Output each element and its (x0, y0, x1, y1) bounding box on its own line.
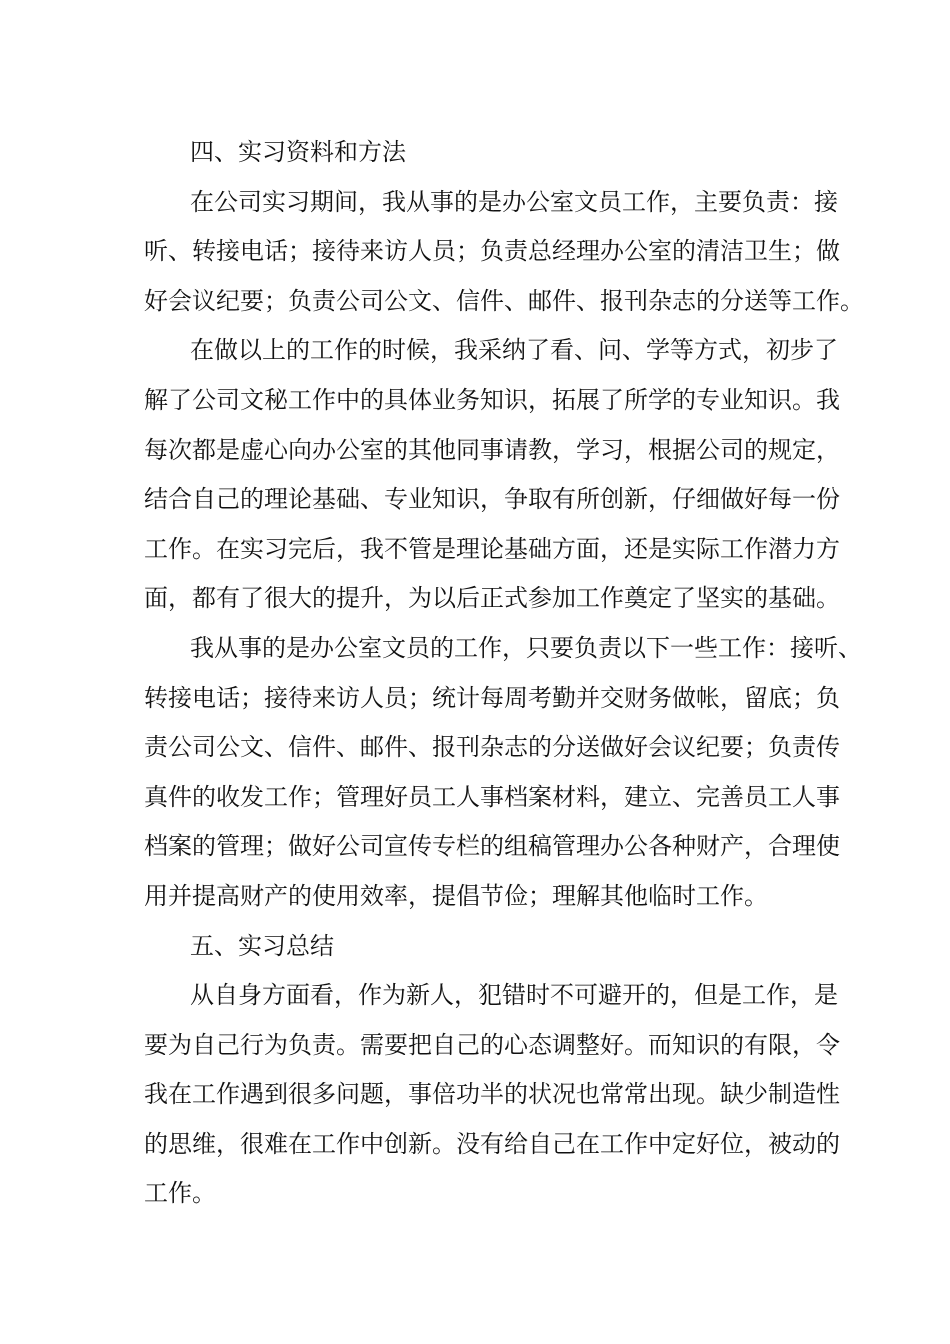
paragraph-2-line-2: 解了公司文秘工作中的具体业务知识，拓展了所学的专业知识。我 (144, 385, 840, 414)
paragraph-3-line-2: 转接电话；接待来访人员；统计每周考勤并交财务做帐，留底；负 (144, 683, 840, 712)
paragraph-4-line-3: 我在工作遇到很多问题，事倍功半的状况也常常出现。缺少制造性 (144, 1080, 840, 1109)
paragraph-1-line-3: 好会议纪要；负责公司公文、信件、邮件、报刊杂志的分送等工作。 (144, 286, 864, 315)
paragraph-4-line-2: 要为自己行为负责。需要把自己的心态调整好。而知识的有限，令 (144, 1030, 840, 1059)
section-heading-4: 四、实习资料和方法 (190, 138, 406, 166)
paragraph-4-line-5: 工作。 (144, 1179, 216, 1208)
paragraph-2-line-6: 面，都有了很大的提升，为以后正式参加工作奠定了坚实的基础。 (144, 584, 840, 613)
paragraph-3-line-4: 真件的收发工作；管理好员工人事档案材料，建立、完善员工人事 (144, 782, 840, 811)
paragraph-1-line-1: 在公司实习期间，我从事的是办公室文员工作，主要负责：接 (190, 187, 838, 216)
paragraph-3-line-6: 用并提高财产的使用效率，提倡节俭；理解其他临时工作。 (144, 881, 768, 910)
paragraph-4-line-4: 的思维，很难在工作中创新。没有给自己在工作中定好位，被动的 (144, 1129, 840, 1158)
paragraph-3-line-5: 档案的管理；做好公司宣传专栏的组稿管理办公各种财产，合理使 (144, 832, 840, 861)
paragraph-2-line-4: 结合自己的理论基础、专业知识，争取有所创新，仔细做好每一份 (144, 485, 840, 514)
paragraph-1-line-2: 听、转接电话；接待来访人员；负责总经理办公室的清洁卫生；做 (144, 237, 840, 266)
paragraph-2-line-3: 每次都是虚心向办公室的其他同事请教，学习，根据公司的规定， (144, 435, 840, 464)
paragraph-2-line-1: 在做以上的工作的时候，我采纳了看、问、学等方式，初步了 (190, 336, 838, 365)
paragraph-3-line-1: 我从事的是办公室文员的工作，只要负责以下一些工作：接听、 (190, 633, 862, 662)
paragraph-2-line-5: 工作。在实习完后，我不管是理论基础方面，还是实际工作潜力方 (144, 534, 840, 563)
section-heading-5: 五、实习总结 (190, 931, 334, 960)
paragraph-4-line-1: 从自身方面看，作为新人，犯错时不可避开的，但是工作，是 (190, 981, 838, 1010)
document-body (144, 128, 864, 1219)
paragraph-3-line-3: 责公司公文、信件、邮件、报刊杂志的分送做好会议纪要；负责传 (144, 733, 840, 762)
